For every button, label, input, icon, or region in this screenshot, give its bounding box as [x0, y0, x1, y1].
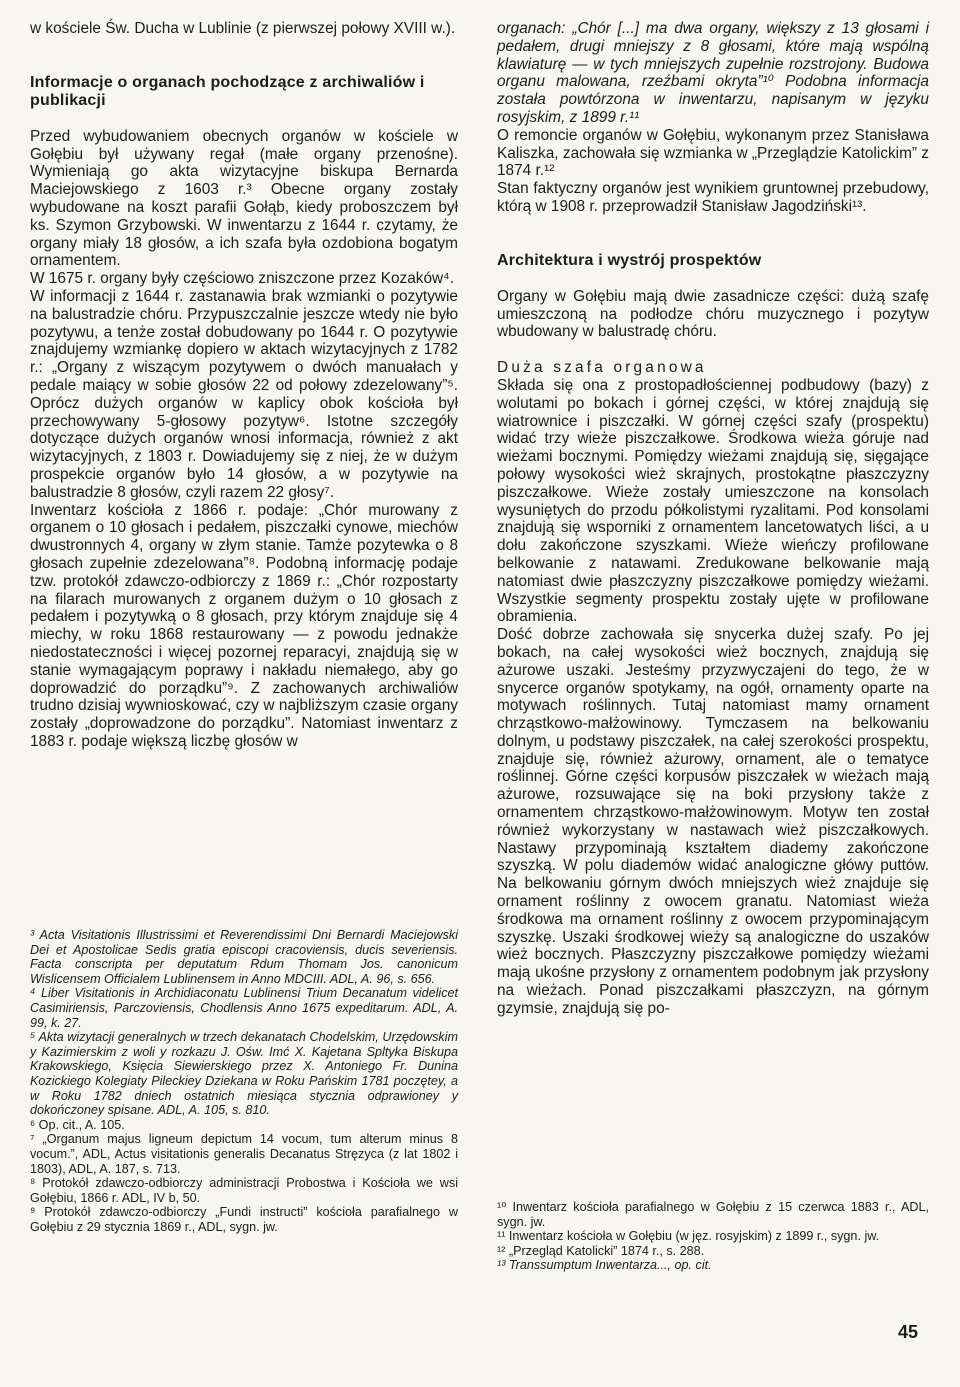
- footnote: ⁴ Liber Visitationis in Archidiaconatu Lublinensi Trium Decanatum videlicet Casimiriensis, Parczoviensis, Chodlensis Anno 1675 expeditarum. ADL, A. 99, k. 27.: [30, 986, 458, 1030]
- right-column: [497, 20, 929, 1018]
- footnote: ¹² „Przegląd Katolicki” 1874 r., s. 288.: [497, 1243, 705, 1258]
- footnotes-left: [30, 928, 458, 1234]
- footnote: ³ Acta Visitationis Illustrissimi et Reverendissimi Dni Bernardi Maciejowski Dei et Apostolicae Sedis gratia episcopi cracoviensis, ducis severiensis. Facta conscripta per deputatum Rdum Thomam Jos. canonicum Wislicensem Officialem Lublinensem in Anno MDCIII. ADL, A. 96, s. 656.: [30, 928, 458, 986]
- footnote: ⁶ Op. cit., A. 105.: [30, 1117, 125, 1132]
- footnote: ¹⁰ Inwentarz kościoła parafialnego w Gołębiu z 15 czerwca 1883 r., ADL, sygn. jw.: [497, 1200, 929, 1229]
- footnote: ¹³ Transsumptum Inwentarza..., op. cit.: [497, 1258, 712, 1273]
- footnote: ⁸ Protokół zdawczo-odbiorczy administracji Probostwa i Kościoła we wsi Gołębiu, 1866 r. ADL, IV b, 50.: [30, 1176, 458, 1205]
- section-heading-archives: Informacje o organach pochodzące z archiwaliów i publikacji: [30, 73, 425, 109]
- footnotes-right: [497, 1200, 929, 1273]
- footnote: ⁹ Protokół zdawczo-odbiorczy „Fundi instructi” kościoła parafialnego w Gołębiu z 29 stycznia 1869 r., ADL, sygn. jw.: [30, 1205, 458, 1234]
- footnote: ¹¹ Inwentarz kościoła w Gołębiu (w jęz. rosyjskim) z 1899 r., sygn. jw.: [497, 1229, 880, 1244]
- paragraph: Stan faktyczny organów jest wynikiem gruntownej przebudowy, którą w 1908 r. przeprowadził Stanisław Jagodziński¹³.: [497, 180, 929, 215]
- page-number: 45: [898, 1322, 919, 1342]
- paragraph: Organy w Gołębiu mają dwie zasadnicze części: dużą szafę umieszczoną na podłodze chóru muzycznego i pozytyw wbudowany w balustradę chóru.: [497, 287, 929, 341]
- paragraph: Przed wybudowaniem obecnych organów w kościele w Gołębiu był używany regał (małe organy przenośne). Wymieniają go akta wizytacyjne biskupa Bernarda Maciejowskiego z 1603 r.³ Obecne organy zostały wybudowane na koszt parafii Gołąb, kiedy proboszczem był ks. Szymon Grzybowski. W inwentarzu z 1644 r. czytamy, że organy miały 18 głosów, a ich szafa była ozdobiona bogatym ornamentem.: [30, 127, 458, 270]
- paragraph: Dość dobrze zachowała się snycerka dużej szafy. Po jej bokach, na całej wysokości wież bocznych, znajdują się ażurowe uszaki. Jesteśmy przyzwyczajeni do tego, że w snycerce organów spotykamy, na ogół, ornamenty oparte na motywach roślinnych. Tutaj natomiast mamy ornament chrząstkowo-małżowinowy. Tymczasem na belkowaniu dolnym, u podstawy piszczałek, na całej szerokości prospektu, znajduje się, również ażurowy, ornament, ale o tematyce roślinnej. Górne części korpusów piszczałek w wieżach mają ażurowe, rozsuwające się na boki przysłony także z ornamentem chrząstkowo-małżowinowym. Motyw ten został również wykorzystany w nastawach wież piszczałkowych. Nastawy przypominają kształtem diademy zakończone szyszką. W polu diademów widać analogiczne główy puttów. Na belkowaniu górnym dwóch mniejszych wież znajduje się ornament roślinny z owocem granatu. Natomiast wieża środkowa ma ornament roślinny z owocem przypominającym szyszkę. Uszaki środkowej wieży są analogiczne do uszaków wież bocznych. Płaszczyzny piszczałkowe pomiędzy wieżami mają ukośne przysłony z ornamentem podobnym jak przysłony na wieżach. Ponad piszczałkami płaszczyzn, na górnym gzymsie, znajdują się po-: [497, 626, 929, 1017]
- intro-text: w kościele Św. Ducha w Lublinie (z pierwszej połowy XVIII w.).: [30, 20, 456, 37]
- subheading-large-case: Duża szafa organowa: [497, 359, 707, 377]
- paragraph: O remoncie organów w Gołębiu, wykonanym przez Stanisława Kaliszka, zachowała się wzmianka w „Przeglądzie Katolickim” z 1874 r.¹²: [497, 126, 929, 180]
- section-heading-architecture: Architektura i wystrój prospektów: [497, 251, 762, 269]
- paragraph: W 1675 r. organy były częściowo zniszczone przez Kozaków⁴.: [30, 270, 455, 288]
- paragraph: Składa się ona z prostopadłościennej podbudowy (bazy) z wolutami po bokach i górnej części, w której znajdują się wiatrownice i piszczałki. W górnej części szafy (prospektu) widać trzy wieże piszczałkowe. Środkowa wieża góruje nad wieżami bocznymi. Pomiędzy wieżami znajdują się, sięgające połowy wysokości wież skrajnych, prostokątne płaszczyzny piszczałkowe. Wieże zostały umieszczone na konsolach wysuniętych do przodu półkolistymi ryzalitami. Pod konsolami znajdują się wsporniki z ornamentem lancetowatych liści, a u dołu zakończone szyszkami. Wieże wieńczy profilowane belkowanie z natawami. Zredukowane belkowanie mają natomiast dwie płaszczyzny piszczałkowe pomiędzy wieżami. Wszystkie segmenty prospektu zostały ujęte w profilowane obramienia.: [497, 376, 929, 626]
- paragraph: organach: „Chór [...] ma dwa organy, większy z 13 głosami i pedałem, drugi mniejszy z 8 głosami, które mają wspólną klawiaturę — w tych mniejszych zupełnie rozstrojony. Budowa organu malowana, rzeźbami okryta”¹⁰ Podobna informacja została powtórzona w inwentarzu, napisanym w języku rosyjskim, z 1899 r.¹¹: [497, 20, 929, 126]
- left-column: [30, 20, 458, 751]
- paragraph: W informacji z 1644 r. zastanawia brak wzmianki o pozytywie na balustradzie chóru. Przypuszczalnie jeszcze wtedy nie było pozytywu, a tenże został dobudowany po 1644 r. O pozytywie znajdujemy wzmiankę dopiero w aktach wizytacyjnych z 1782 r.: „Organy z wiszącym pozytywem o dwóch manuałach y pedale maiący w sobie głosów 22 od połowy zdezelowany”⁵. Oprócz dużych organów w kaplicy obok kościoła był przechowywany 5-głosowy pozytyw⁶. Istotne szczegóły dotyczące dużych organów wnosi informacja, również z akt wizytacyjnych, z 1803 r. Dowiadujemy się z niej, że w dużym prospekcie organów było 14 głosów, a w pozytywie na balustradzie 8 głosów, czyli razem 22 głosy⁷.: [30, 287, 458, 501]
- footnote: ⁷ „Organum majus ligneum depictum 14 vocum, tum alterum minus 8 vocum.”, ADL, Actus visitationis generalis Decanatus Stręzyca (z lat 1802 i 1803), ADL, A. 187, s. 713.: [30, 1132, 458, 1176]
- footnote: ⁵ Akta wizytacji generalnych w trzech dekanatach Chodelskim, Urzędowskim y Kazimierskim z woli y rozkazu J. Ośw. Imć X. Kajetana Spltyka Biskupa Krakowskiego, Księcia Siewierskiego przez X. Antoniego Fr. Dunina Kozickiego Kolegiaty Pileckiey Dziekana w Roku Pańskim 1781 poczętey, a w Roku 1782 dniech ostatnich miesiąca stycznia odprawioney y dokończoney spisane. ADL, A. 105, s. 810.: [30, 1030, 458, 1118]
- paragraph: Inwentarz kościoła z 1866 r. podaje: „Chór murowany z organem o 10 głosach i pedałem, piszczałki cynowe, miechów dwustronnych 4, organy w złym stanie. Tamże pozytewka o 8 głosach zupełnie zdezelowana”⁸. Podobną informację podaje tzw. protokół zdawczo-odbiorczy z 1869 r.: „Chór rozpostarty na filarach murowanych z organem dużym o 10 głosach z pedałem i pozytywką o 8 głosach, przy którym znajduje się 4 miechy, w roku 1868 restaurowany — z powodu jednakże niedostateczności i więcej pozornej reparacyi, znajdują się w stanie wymagającym poprawy i nakładu niemałego, aby go doprowadzić do porządku”⁹. Z zachowanych archiwaliów trudno dzisiaj wywnioskować, czy w najbliższym czasie organy zostały „doprowadzone do porządku”. Natomiast inwentarz z 1883 r. podaje większą liczbę głosów w: [30, 501, 458, 750]
